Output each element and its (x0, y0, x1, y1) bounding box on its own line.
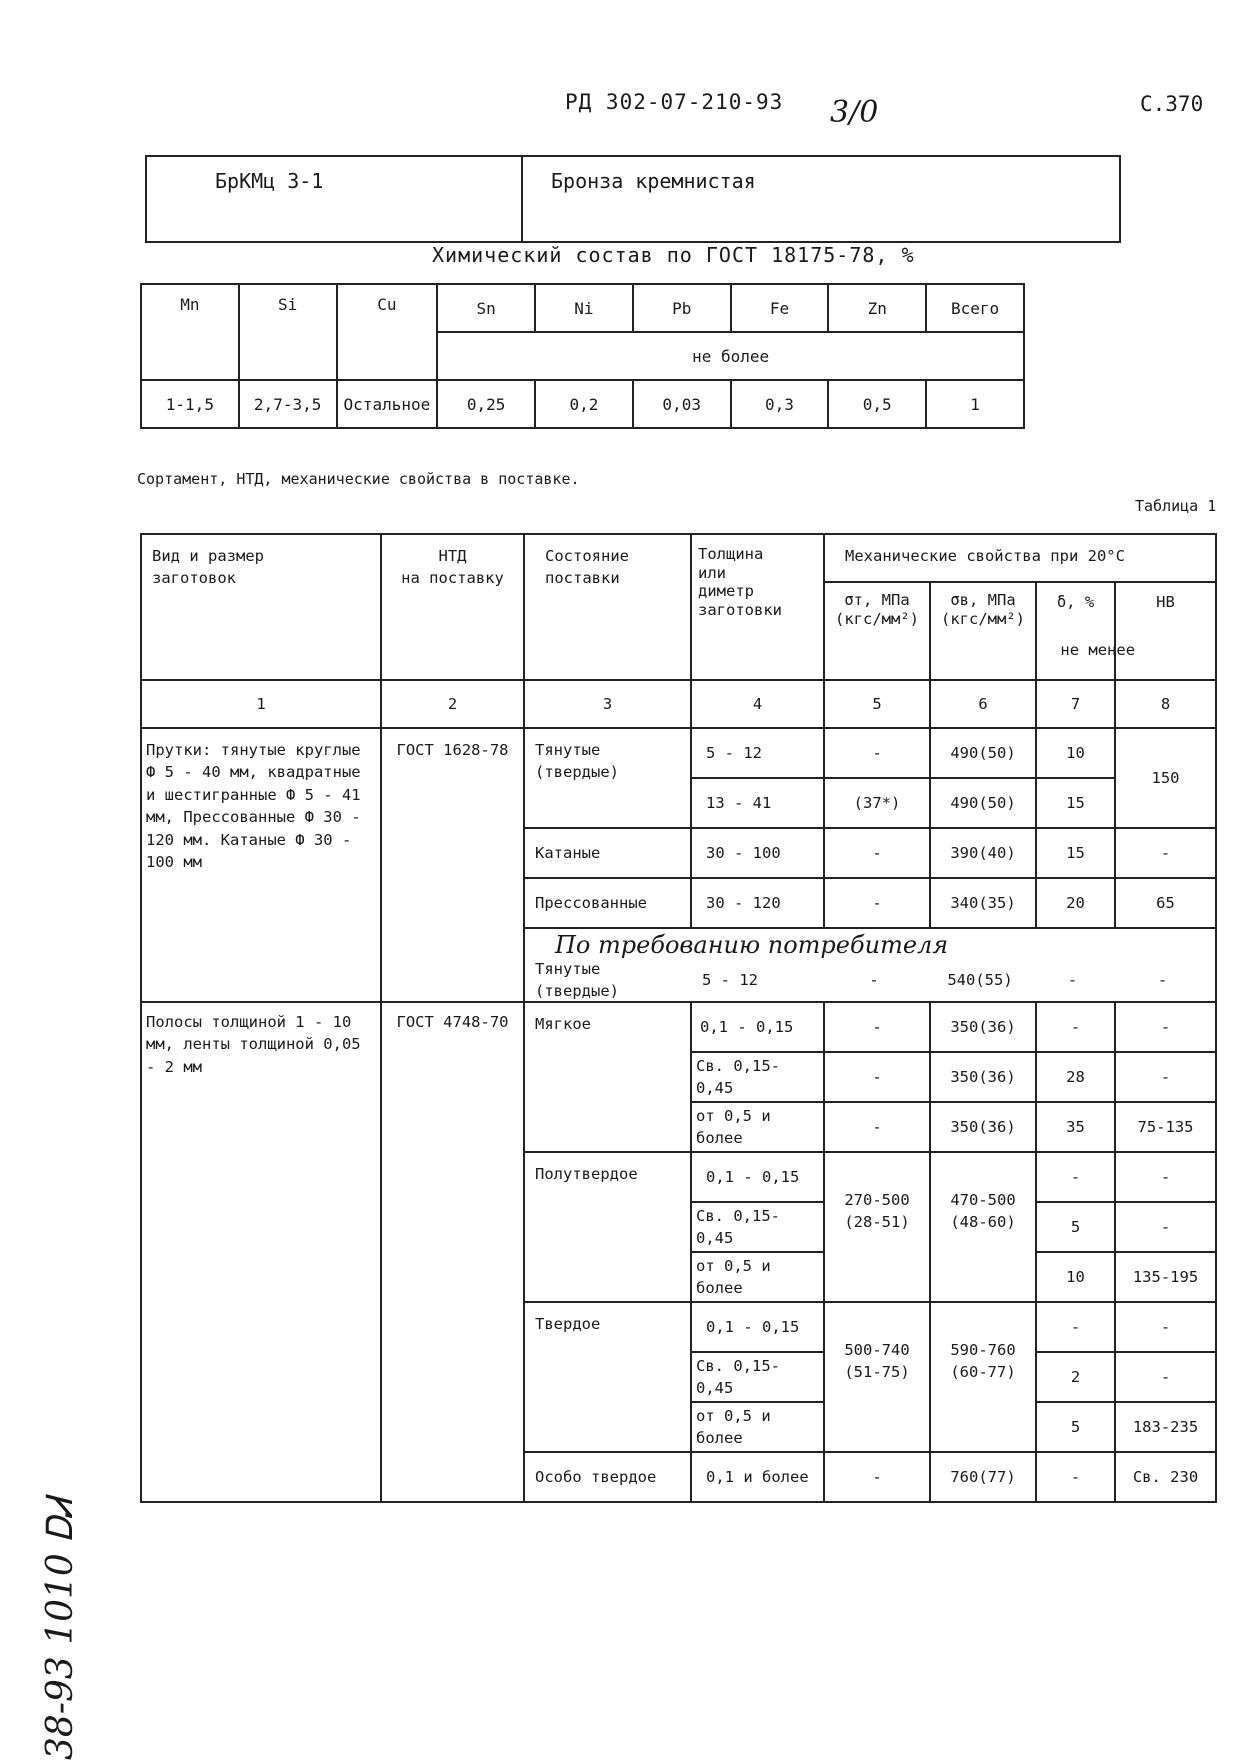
sigma-v-cell: 490(50) (930, 728, 1036, 778)
delta-cell: 10 (1036, 1252, 1115, 1302)
size-cell: 30 - 120 (691, 878, 824, 928)
size-cell: 5 - 12 (702, 970, 758, 989)
header-hb-label: НВ (1156, 593, 1175, 611)
chem-value: 2,7-3,5 (239, 380, 337, 428)
group1-product: Прутки: тянутые круглые Ф 5 - 40 мм, квадратные и шестигранные Ф 5 - 41 мм, Прессованные Ф 30 - 120 мм. Катаные Ф 30 - 100 мм (141, 728, 381, 1002)
hb-cell: - (1115, 1002, 1216, 1052)
state-hard: Твердое (524, 1302, 691, 1452)
hb-cell: - (1115, 1352, 1216, 1402)
handwritten-page-number: 3/0 (830, 95, 879, 130)
sigma-v-cell: 390(40) (930, 828, 1036, 878)
sortament-caption: Сортамент, НТД, механические свойства в поставке. (137, 470, 580, 488)
sigma-t-cell: - (824, 1052, 930, 1102)
chem-value: 1 (926, 380, 1024, 428)
grade-table (145, 155, 1121, 243)
sigma-t-cell: - (869, 970, 879, 989)
state-pressed: Прессованные (524, 878, 691, 928)
size-cell: 0,1 и более (691, 1452, 824, 1502)
consumer-request-row (524, 928, 1216, 1002)
size-cell: Св. 0,15-0,45 (691, 1202, 824, 1252)
chem-value: Остальное (337, 380, 438, 428)
group1-ntd: ГОСТ 1628-78 (381, 728, 524, 1002)
header-hb (1060, 582, 1216, 680)
col-number: 7 (1036, 680, 1115, 728)
delta-cell: 10 (1036, 728, 1115, 778)
chem-col-total: Всего (926, 284, 1024, 332)
chem-table (140, 283, 1025, 429)
sigma-v-cell: 350(36) (930, 1052, 1036, 1102)
sigma-t-cell: - (824, 1102, 930, 1152)
delta-cell: 15 (1036, 828, 1115, 878)
delta-cell: 15 (1036, 778, 1115, 828)
hb-cell: 135-195 (1115, 1252, 1216, 1302)
size-cell: от 0,5 и более (691, 1252, 824, 1302)
chem-col-mn: Mn (141, 284, 239, 380)
chem-col-fe: Fe (731, 284, 829, 332)
header-delta: δ, % (1036, 582, 1115, 680)
size-cell: 0,1 - 0,15 (691, 1302, 824, 1352)
delta-cell: - (1036, 1002, 1115, 1052)
chem-col-cu: Cu (337, 284, 438, 380)
sigma-t-cell: - (824, 728, 930, 778)
grade-name: БрКМц 3-1 (146, 156, 522, 242)
col-number: 6 (930, 680, 1036, 728)
delta-cell: - (1036, 1152, 1115, 1202)
delta-cell: 5 (1036, 1402, 1115, 1452)
hb-cell: 183-235 (1115, 1402, 1216, 1452)
delta-cell: - (1036, 1302, 1115, 1352)
state-drawn-hard: Тянутые (твердые) (535, 959, 619, 1000)
chem-col-sn: Sn (437, 284, 535, 332)
chem-note: не более (437, 332, 1024, 380)
sigma-v-cell: 350(36) (930, 1002, 1036, 1052)
sortament-table (140, 533, 1217, 1503)
hb-cell: 150 (1115, 728, 1216, 828)
chem-value: 0,5 (828, 380, 926, 428)
size-cell: Св. 0,15-0,45 (691, 1052, 824, 1102)
header-mech: Механические свойства при 20°С (824, 534, 1216, 582)
header-sigma-v: σв, МПа (кгс/мм²) (930, 582, 1036, 680)
header-sigma-t: σт, МПа (кгс/мм²) (824, 582, 930, 680)
delta-cell: 28 (1036, 1052, 1115, 1102)
chem-col-pb: Pb (633, 284, 731, 332)
state-soft: Мягкое (524, 1002, 691, 1152)
sigma-t-cell: 270-500 (28-51) (824, 1152, 930, 1302)
delta-cell: 2 (1036, 1352, 1115, 1402)
size-cell: от 0,5 и более (691, 1102, 824, 1152)
size-cell: 0,1 - 0,15 (691, 1002, 824, 1052)
delta-cell: 35 (1036, 1102, 1115, 1152)
hb-cell: - (1157, 970, 1168, 989)
chem-value: 0,03 (633, 380, 731, 428)
size-cell: 0,1 - 0,15 (691, 1152, 824, 1202)
delta-cell: 5 (1036, 1202, 1115, 1252)
consumer-request-note: По требованию потребителя (555, 931, 949, 959)
chem-title: Химический состав по ГОСТ 18175-78, % (432, 243, 915, 267)
hb-cell: Св. 230 (1115, 1452, 1216, 1502)
state-drawn: Тянутые (твердые) (524, 728, 691, 828)
hb-cell: - (1115, 1152, 1216, 1202)
sigma-v-cell: 350(36) (930, 1102, 1036, 1152)
group2-product: Полосы толщиной 1 - 10 мм, ленты толщиной 0,05 - 2 мм (141, 1002, 381, 1502)
chem-value: 1-1,5 (141, 380, 239, 428)
state-rolled: Катаные (524, 828, 691, 878)
hb-cell: - (1115, 1202, 1216, 1252)
sigma-t-cell: - (824, 1452, 930, 1502)
chem-col-si: Si (239, 284, 337, 380)
col-number: 5 (824, 680, 930, 728)
state-half-hard: Полутвердое (524, 1152, 691, 1302)
chem-value: 0,2 (535, 380, 633, 428)
col-number: 8 (1115, 680, 1216, 728)
size-cell: 5 - 12 (691, 728, 824, 778)
sigma-v-cell: 540(55) (947, 970, 1013, 989)
sigma-t-cell: 500-740 (51-75) (824, 1302, 930, 1452)
col-number: 3 (524, 680, 691, 728)
document-code: РД 302-07-210-93 (565, 90, 784, 114)
consumer-request-values (525, 961, 1215, 999)
header-min-note: не менее (1060, 641, 1136, 659)
size-cell: 30 - 100 (691, 828, 824, 878)
table-label: Таблица 1 (1135, 497, 1217, 515)
sigma-v-cell: 760(77) (930, 1452, 1036, 1502)
sigma-v-cell: 470-500 (48-60) (930, 1152, 1036, 1302)
chem-value: 0,25 (437, 380, 535, 428)
hb-cell: - (1115, 1302, 1216, 1352)
header-state: Состояние поставки (524, 534, 691, 680)
col-number: 4 (691, 680, 824, 728)
chem-col-zn: Zn (828, 284, 926, 332)
chem-col-ni: Ni (535, 284, 633, 332)
grade-description: Бронза кремнистая (522, 156, 1120, 242)
delta-cell: 20 (1036, 878, 1115, 928)
sigma-v-cell: 590-760 (60-77) (930, 1302, 1036, 1452)
margin-handwritten-note: 38-93 1010 ᎠᏗ (40, 1498, 81, 1760)
header-size: Толщина или диметр заготовки (691, 534, 824, 680)
header-product: Вид и размер заготовок (141, 534, 381, 680)
sigma-v-cell: 340(35) (930, 878, 1036, 928)
group2-ntd: ГОСТ 4748-70 (381, 1002, 524, 1502)
col-number: 1 (141, 680, 381, 728)
hb-cell: 75-135 (1115, 1102, 1216, 1152)
sigma-t-cell: - (824, 878, 930, 928)
sigma-t-cell: - (824, 828, 930, 878)
hb-cell: - (1115, 1052, 1216, 1102)
delta-cell: - (1036, 1452, 1115, 1502)
col-number: 2 (381, 680, 524, 728)
size-cell: от 0,5 и более (691, 1402, 824, 1452)
chem-value: 0,3 (731, 380, 829, 428)
sigma-v-cell: 490(50) (930, 778, 1036, 828)
state-extra-hard: Особо твердое (524, 1452, 691, 1502)
delta-cell: - (1067, 970, 1078, 989)
page-number: С.370 (1140, 92, 1204, 116)
sigma-t-cell: - (824, 1002, 930, 1052)
header-ntd: НТД на поставку (381, 534, 524, 680)
size-cell: Св. 0,15-0,45 (691, 1352, 824, 1402)
size-cell: 13 - 41 (691, 778, 824, 828)
sigma-t-cell: (37*) (824, 778, 930, 828)
hb-cell: 65 (1115, 878, 1216, 928)
hb-cell: - (1115, 828, 1216, 878)
